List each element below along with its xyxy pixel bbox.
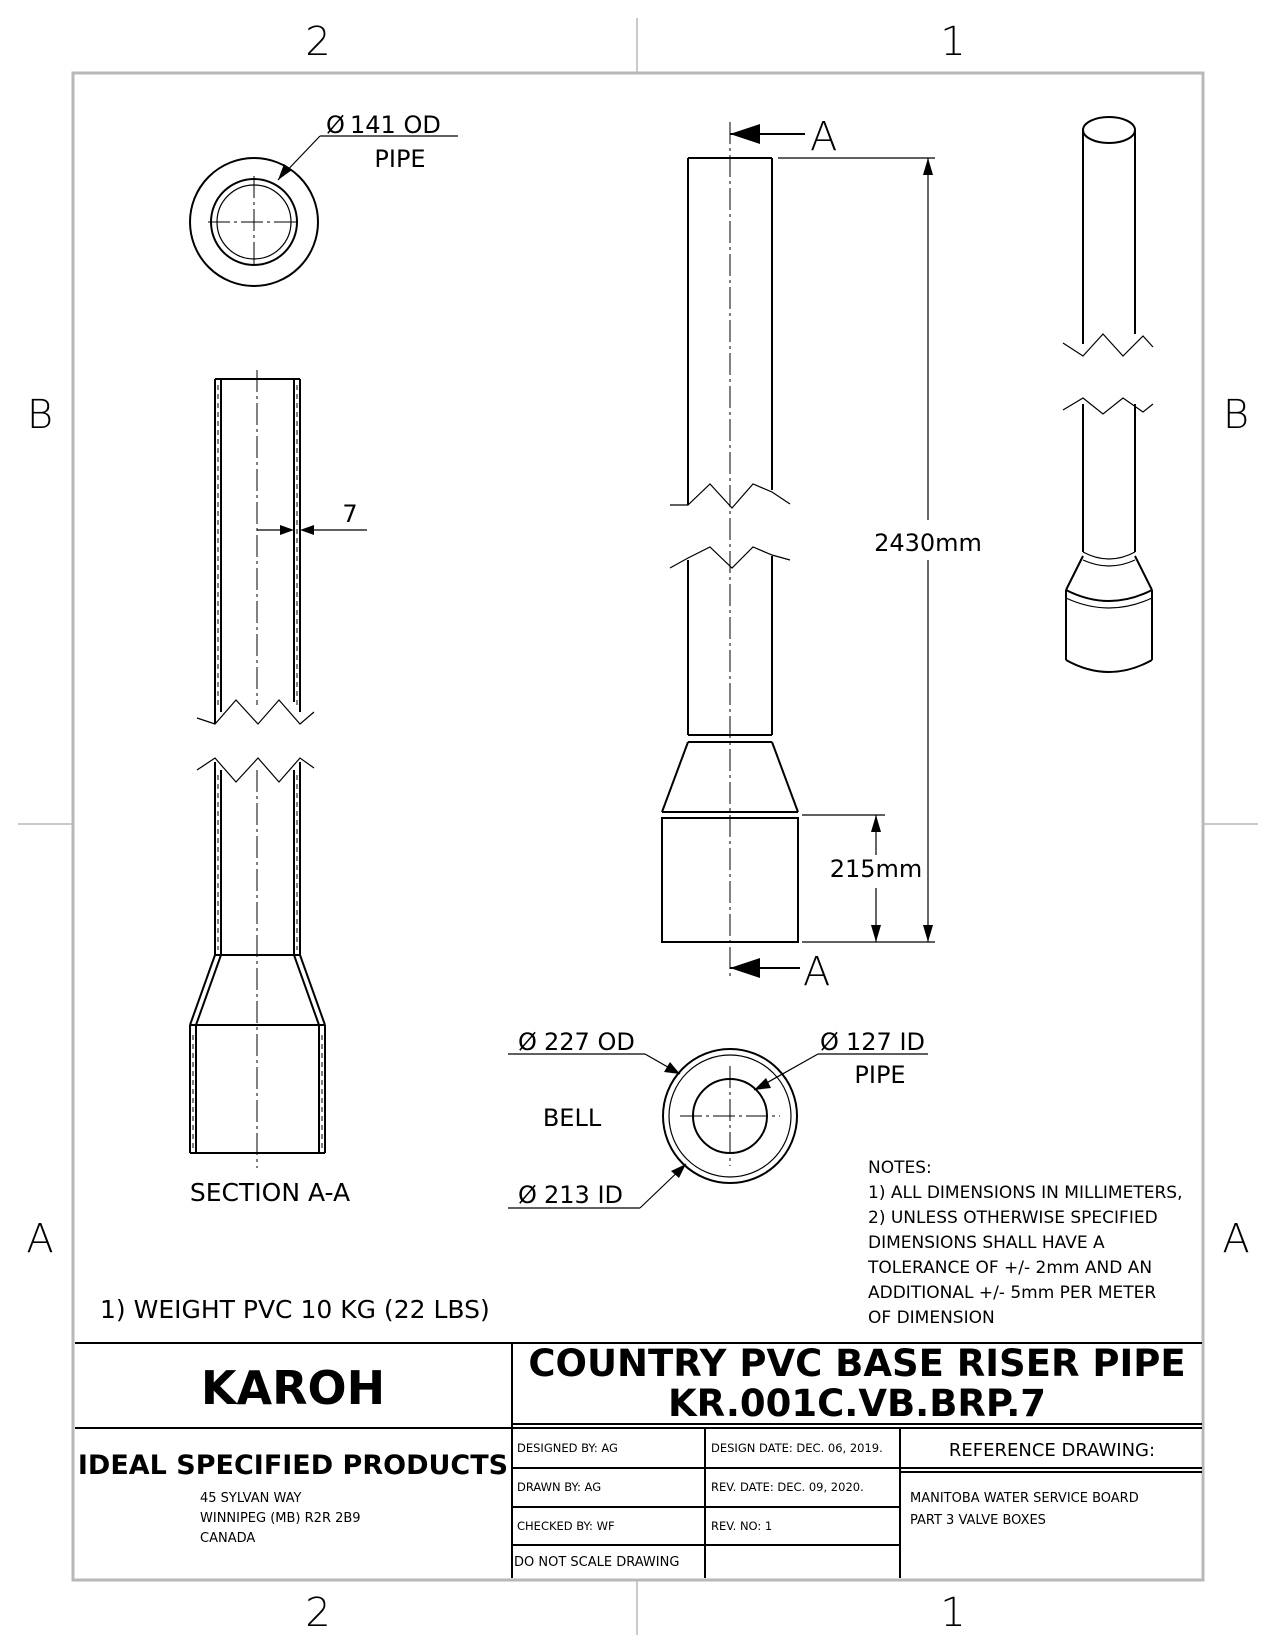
bottom-view-id-symbol: Ø — [820, 1028, 839, 1056]
notes-line: 1) ALL DIMENSIONS IN MILLIMETERS, — [868, 1183, 1183, 1203]
design-date-field: DESIGN DATE: DEC. 06, 2019. — [711, 1441, 883, 1455]
zone-label-bottom-1: 1 — [940, 1590, 966, 1636]
designed-by-field: DESIGNED BY: AG — [517, 1441, 618, 1455]
bottom-view-pipe-label: PIPE — [854, 1061, 906, 1089]
notes-line: ADDITIONAL +/- 5mm PER METER — [868, 1283, 1157, 1303]
section-marker-top: A — [810, 114, 838, 160]
scale-note: DO NOT SCALE DRAWING — [514, 1555, 680, 1570]
zone-label-bottom-2: 2 — [305, 1590, 331, 1636]
reference-drawing-line: MANITOBA WATER SERVICE BOARD — [910, 1491, 1139, 1506]
notes-line: OF DIMENSION — [868, 1308, 995, 1328]
section-wall-dimension: 7 — [342, 500, 358, 528]
section-view — [190, 370, 367, 1207]
bottom-view-od-symbol: Ø — [518, 1028, 537, 1056]
bottom-view-bell-id-symbol: Ø — [518, 1181, 537, 1209]
checked-by-field: CHECKED BY: WF — [517, 1519, 615, 1533]
notes-line: 2) UNLESS OTHERWISE SPECIFIED — [868, 1208, 1158, 1228]
zone-label-right-a: A — [1222, 1216, 1250, 1262]
top-view-diameter-symbol: Ø — [326, 111, 345, 139]
part-number: KR.001C.VB.BRP.7 — [667, 1382, 1047, 1425]
top-view — [190, 111, 458, 286]
company-address-line: 45 SYLVAN WAY — [200, 1491, 302, 1506]
company-name: IDEAL SPECIFIED PRODUCTS — [77, 1450, 509, 1481]
bottom-view-id-dimension: 127 ID — [846, 1028, 925, 1056]
isometric-view — [1063, 117, 1153, 672]
zone-label-top-2: 2 — [305, 19, 331, 65]
bottom-view — [508, 1028, 928, 1209]
brand-logo-text: KAROH — [200, 1361, 386, 1415]
rev-date-field: REV. DATE: DEC. 09, 2020. — [711, 1480, 864, 1494]
zone-label-left-a: A — [26, 1216, 54, 1262]
section-caption: SECTION A-A — [189, 1178, 351, 1207]
rev-no-field: REV. NO: 1 — [711, 1519, 773, 1533]
bell-length-dimension: 215mm — [829, 855, 923, 883]
bottom-view-bell-id-dimension: 213 ID — [544, 1181, 623, 1209]
top-view-pipe-label: PIPE — [374, 145, 426, 173]
notes-line: TOLERANCE OF +/- 2mm AND AN — [868, 1258, 1153, 1278]
notes-line: NOTES: — [868, 1158, 932, 1178]
reference-drawing-heading: REFERENCE DRAWING: — [948, 1440, 1156, 1461]
zone-label-top-1: 1 — [940, 19, 966, 65]
company-address-line: CANADA — [200, 1531, 256, 1546]
notes-line: DIMENSIONS SHALL HAVE A — [868, 1233, 1105, 1253]
section-marker-bottom: A — [803, 949, 831, 995]
top-view-od-dimension: 141 OD — [350, 111, 441, 139]
zone-label-right-b: B — [1222, 392, 1250, 438]
bottom-view-od-dimension: 227 OD — [544, 1028, 635, 1056]
zone-label-left-b: B — [26, 392, 54, 438]
reference-drawing-line: PART 3 VALVE BOXES — [910, 1513, 1046, 1528]
general-notes — [867, 1158, 1182, 1328]
bottom-view-bell-label: BELL — [542, 1104, 602, 1132]
company-address-line: WINNIPEG (MB) R2R 2B9 — [200, 1511, 361, 1526]
weight-note: 1) WEIGHT PVC 10 KG (22 LBS) — [100, 1295, 490, 1324]
overall-length-dimension: 2430mm — [874, 529, 982, 557]
title-block — [75, 1342, 1202, 1578]
drawn-by-field: DRAWN BY: AG — [517, 1480, 602, 1494]
front-view — [662, 114, 982, 995]
drawing-title: COUNTRY PVC BASE RISER PIPE — [528, 1342, 1186, 1385]
